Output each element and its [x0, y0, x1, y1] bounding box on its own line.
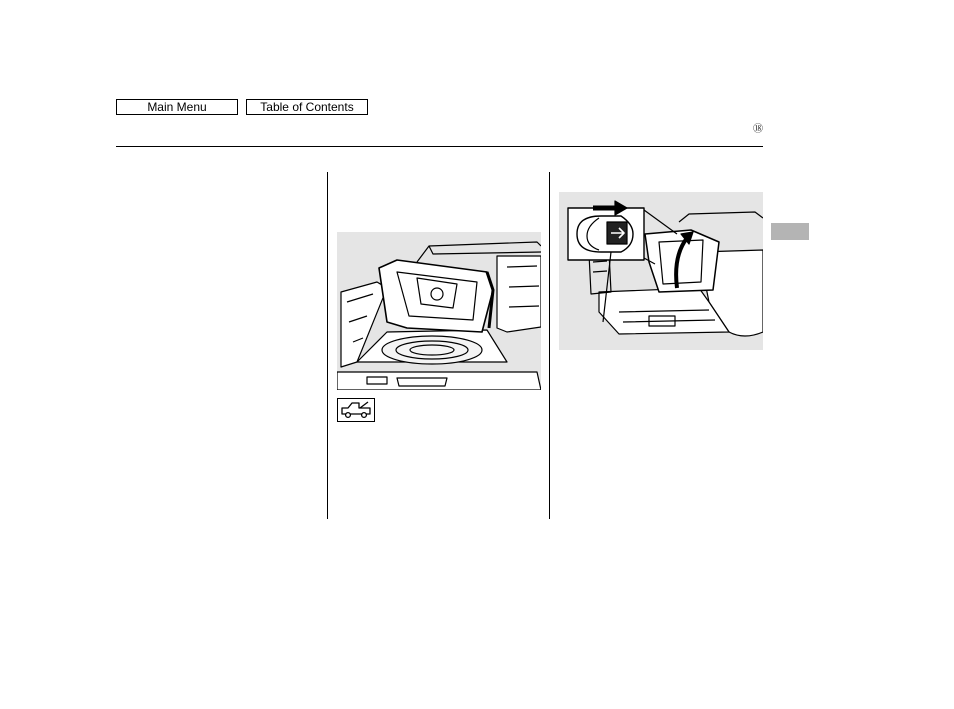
main-menu-button[interactable]: Main Menu: [116, 99, 238, 115]
table-of-contents-button[interactable]: Table of Contents: [246, 99, 368, 115]
trunk-latch-illustration: [559, 192, 763, 350]
page-symbol: ⑱: [753, 124, 763, 135]
section-tab-icon: [771, 223, 809, 240]
header-rule: [116, 146, 763, 147]
trunk-open-illustration: [337, 232, 541, 390]
column-divider-left: [327, 172, 328, 519]
truck-bed-icon: [337, 398, 375, 422]
column-divider-right: [549, 172, 550, 519]
